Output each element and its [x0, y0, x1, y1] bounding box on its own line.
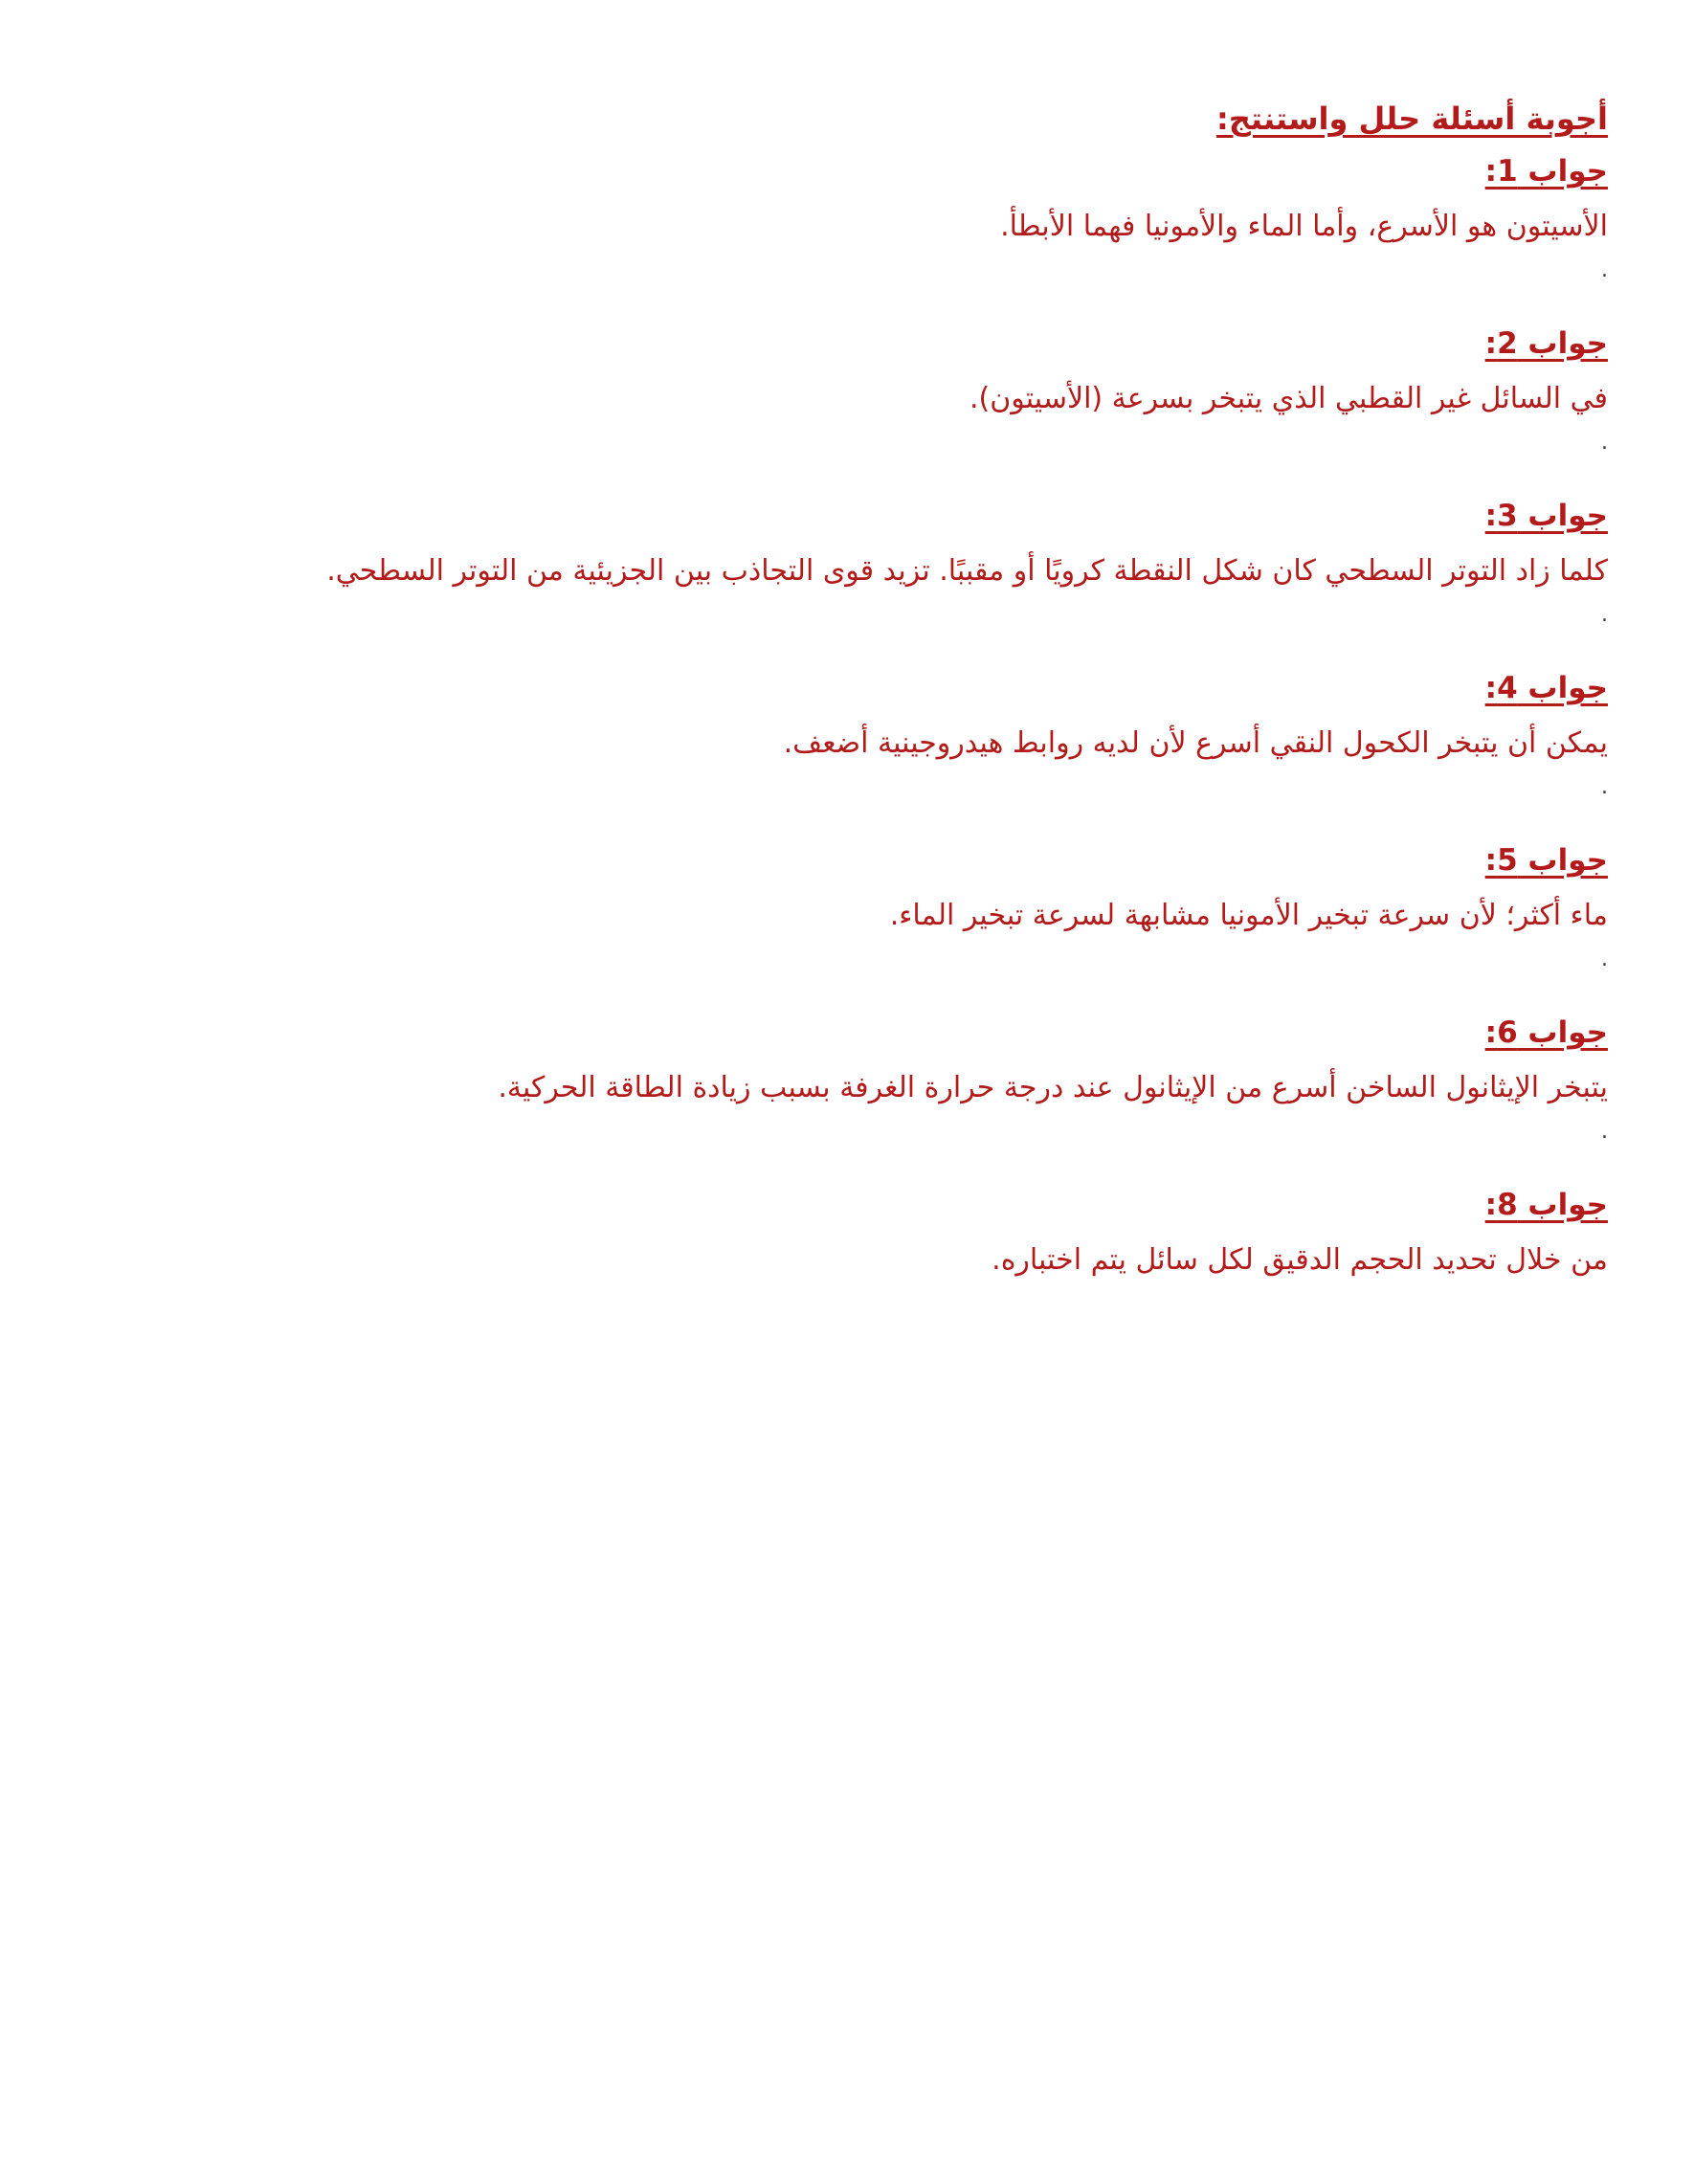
answer-label: جواب 1:: [1484, 154, 1608, 189]
answer-text: يتبخر الإيثانول الساخن أسرع من الإيثانول عند درجة حرارة الغرفة بسبب زيادة الطاقة الحركية.: [498, 1071, 1608, 1104]
answer-label: جواب 8:: [1484, 1188, 1608, 1222]
answer-label: جواب 6:: [1484, 1015, 1608, 1050]
answers-section: [153, 100, 1608, 1294]
answer-separator: .: [1601, 947, 1608, 971]
answer-text: من خلال تحديد الحجم الدقيق لكل سائل يتم اختباره.: [992, 1243, 1608, 1277]
answer-block-8: [153, 1188, 1608, 1294]
answer-text: في السائل غير القطبي الذي يتبخر بسرعة (الأسيتون).: [969, 382, 1608, 415]
answer-block-6: [153, 1015, 1608, 1191]
answer-label: جواب 5:: [1484, 843, 1608, 878]
answer-label: جواب 2:: [1484, 326, 1608, 361]
answer-block-5: [153, 843, 1608, 1018]
answer-text: يمكن أن يتبخر الكحول النقي أسرع لأن لديه روابط هيدروجينية أضعف.: [783, 726, 1608, 760]
answer-separator: .: [1601, 431, 1608, 455]
answer-separator: .: [1601, 258, 1608, 282]
answer-text: كلما زاد التوتر السطحي كان شكل النقطة كرويًا أو مقببًا. تزيد قوى التجاذب بين الجزيئية من التوتر السطحي.: [326, 554, 1608, 588]
answer-separator: .: [1601, 603, 1608, 627]
answer-block-3: [153, 501, 1608, 674]
answer-separator: .: [1601, 1120, 1608, 1144]
answer-block-2: [153, 326, 1608, 501]
answer-text: ماء أكثر؛ لأن سرعة تبخير الأمونيا مشابهة لسرعة تبخير الماء.: [889, 899, 1608, 932]
page-title: أجوبة أسئلة حلل واستنتج:: [1216, 100, 1608, 137]
answer-block-4: [153, 671, 1608, 846]
answer-label: جواب 4:: [1484, 671, 1608, 705]
answer-text: الأسيتون هو الأسرع، وأما الماء والأمونيا فهما الأبطأ.: [1000, 210, 1608, 243]
answer-separator: .: [1601, 775, 1608, 799]
answer-block-1: [153, 154, 1608, 329]
answer-label: جواب 3:: [1484, 499, 1608, 533]
